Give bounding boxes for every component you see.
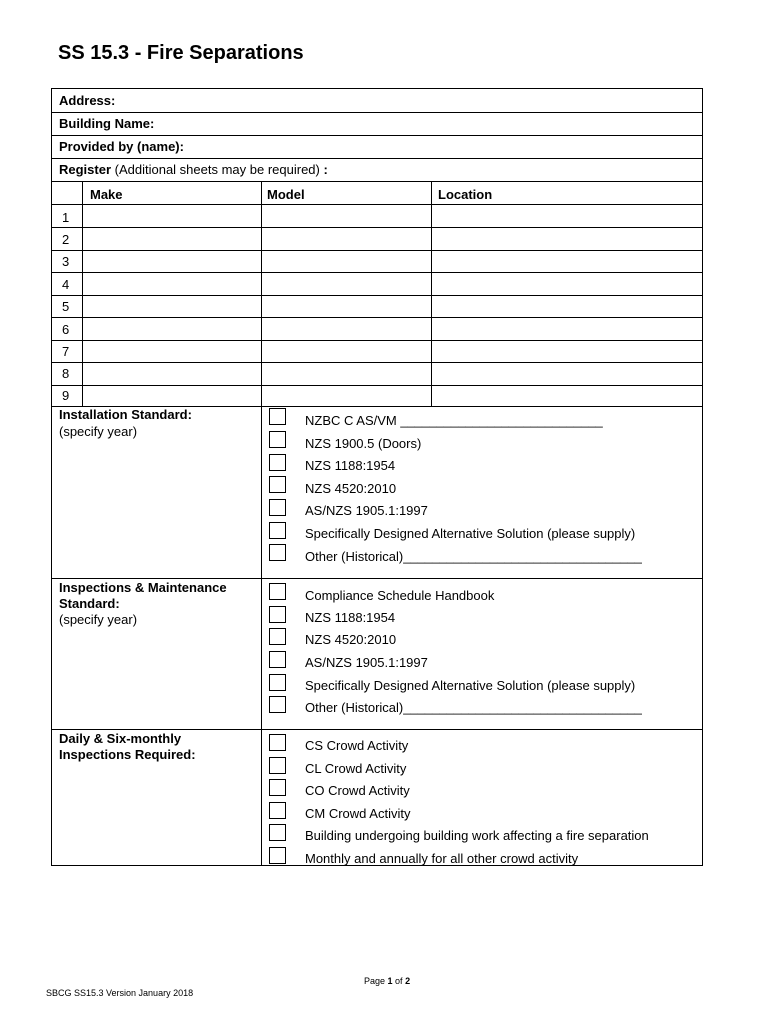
row-divider xyxy=(52,362,702,363)
page-title: SS 15.3 - Fire Separations xyxy=(58,42,304,64)
checkbox-im-alt-solution[interactable] xyxy=(269,674,286,691)
col-divider xyxy=(261,406,262,865)
page-word: Page xyxy=(364,976,388,986)
register-label xyxy=(59,162,328,177)
option-alt-solution: Specifically Designed Alternative Solution (please supply) xyxy=(305,526,636,541)
register-note: (Additional sheets may be required) xyxy=(111,162,324,177)
page-current: 1 xyxy=(387,976,393,986)
option-nzbc: NZBC C AS/VM ____________________________ xyxy=(305,413,603,428)
row-number: 3 xyxy=(62,254,70,269)
checkbox-monthly-annually[interactable] xyxy=(269,847,286,864)
row-number: 6 xyxy=(62,322,70,337)
col-divider xyxy=(431,181,432,406)
option-nzs-1900-5: NZS 1900.5 (Doors) xyxy=(305,436,422,451)
row-number: 5 xyxy=(62,299,70,314)
checkbox-im-as-nzs-1905[interactable] xyxy=(269,651,286,668)
checkbox-cm-crowd[interactable] xyxy=(269,802,286,819)
col-divider xyxy=(261,181,262,406)
checkbox-compliance-handbook[interactable] xyxy=(269,583,286,600)
checkbox-alt-solution[interactable] xyxy=(269,522,286,539)
provided-by-label: Provided by (name): xyxy=(59,139,184,154)
option-building-work: Building undergoing building work affecting a fire separation xyxy=(305,828,649,843)
page-number xyxy=(364,976,410,986)
building-name-label: Building Name: xyxy=(59,116,155,131)
installation-specify-year: (specify year) xyxy=(59,424,138,439)
row-divider xyxy=(52,578,702,579)
option-other-historical: Other (Historical)_________________________________ xyxy=(305,549,642,564)
row-divider xyxy=(52,135,702,136)
make-header: Make xyxy=(90,187,123,202)
page-of: of xyxy=(392,976,406,986)
model-header: Model xyxy=(267,187,305,202)
row-number: 1 xyxy=(62,210,70,225)
option-im-alt-solution: Specifically Designed Alternative Solution (please supply) xyxy=(305,678,636,693)
inspections-specify-year: (specify year) xyxy=(59,612,138,627)
checkbox-as-nzs-1905[interactable] xyxy=(269,499,286,516)
option-monthly-annually: Monthly and annually for all other crowd activity xyxy=(305,851,579,866)
row-divider xyxy=(52,112,702,113)
row-number: 4 xyxy=(62,277,70,292)
installation-standard-label: Installation Standard: xyxy=(59,407,192,422)
row-divider xyxy=(52,295,702,296)
inspections-label-standard: Standard: xyxy=(59,596,120,611)
page-total: 2 xyxy=(405,976,411,986)
row-divider xyxy=(52,272,702,273)
option-cm-crowd: CM Crowd Activity xyxy=(305,806,411,821)
row-divider xyxy=(52,204,702,205)
inspections-label: Inspections & Maintenance xyxy=(59,580,227,595)
option-im-nzs-1188: NZS 1188:1954 xyxy=(305,610,396,625)
row-divider xyxy=(52,385,702,386)
checkbox-cl-crowd[interactable] xyxy=(269,757,286,774)
checkbox-im-other-historical[interactable] xyxy=(269,696,286,713)
option-nzs-4520: NZS 4520:2010 xyxy=(305,481,397,496)
row-number: 8 xyxy=(62,366,70,381)
register-colon: : xyxy=(323,162,328,177)
option-im-as-nzs-1905: AS/NZS 1905.1:1997 xyxy=(305,655,428,670)
version-footer: SBCG SS15.3 Version January 2018 xyxy=(46,988,194,998)
daily-inspections-required: Inspections Required: xyxy=(59,747,196,762)
checkbox-nzs-1188[interactable] xyxy=(269,454,286,471)
fire-separations-form xyxy=(51,88,703,866)
row-number: 9 xyxy=(62,388,70,403)
option-nzs-1188: NZS 1188:1954 xyxy=(305,458,396,473)
register-bold: Register xyxy=(59,162,112,177)
row-number: 7 xyxy=(62,344,70,359)
checkbox-nzs-4520[interactable] xyxy=(269,476,286,493)
option-cl-crowd: CL Crowd Activity xyxy=(305,761,407,776)
row-divider xyxy=(52,181,702,182)
checkbox-nzbc[interactable] xyxy=(269,408,286,425)
checkbox-nzs-1900-5[interactable] xyxy=(269,431,286,448)
checkbox-co-crowd[interactable] xyxy=(269,779,286,796)
location-header: Location xyxy=(438,187,493,202)
row-divider xyxy=(52,317,702,318)
option-compliance-handbook: Compliance Schedule Handbook xyxy=(305,588,495,603)
option-im-other-historical: Other (Historical)_________________________________ xyxy=(305,700,642,715)
option-im-nzs-4520: NZS 4520:2010 xyxy=(305,632,397,647)
option-co-crowd: CO Crowd Activity xyxy=(305,783,410,798)
address-label: Address: xyxy=(59,93,116,108)
checkbox-im-nzs-4520[interactable] xyxy=(269,628,286,645)
row-number: 2 xyxy=(62,232,70,247)
row-divider xyxy=(52,340,702,341)
row-divider xyxy=(52,250,702,251)
col-divider xyxy=(82,181,83,406)
checkbox-cs-crowd[interactable] xyxy=(269,734,286,751)
row-divider xyxy=(52,227,702,228)
checkbox-im-nzs-1188[interactable] xyxy=(269,606,286,623)
checkbox-other-historical[interactable] xyxy=(269,544,286,561)
row-divider xyxy=(52,729,702,730)
row-divider xyxy=(52,158,702,159)
option-as-nzs-1905: AS/NZS 1905.1:1997 xyxy=(305,503,428,518)
daily-inspections-label: Daily & Six-monthly xyxy=(59,731,182,746)
option-cs-crowd: CS Crowd Activity xyxy=(305,738,409,753)
checkbox-building-work[interactable] xyxy=(269,824,286,841)
